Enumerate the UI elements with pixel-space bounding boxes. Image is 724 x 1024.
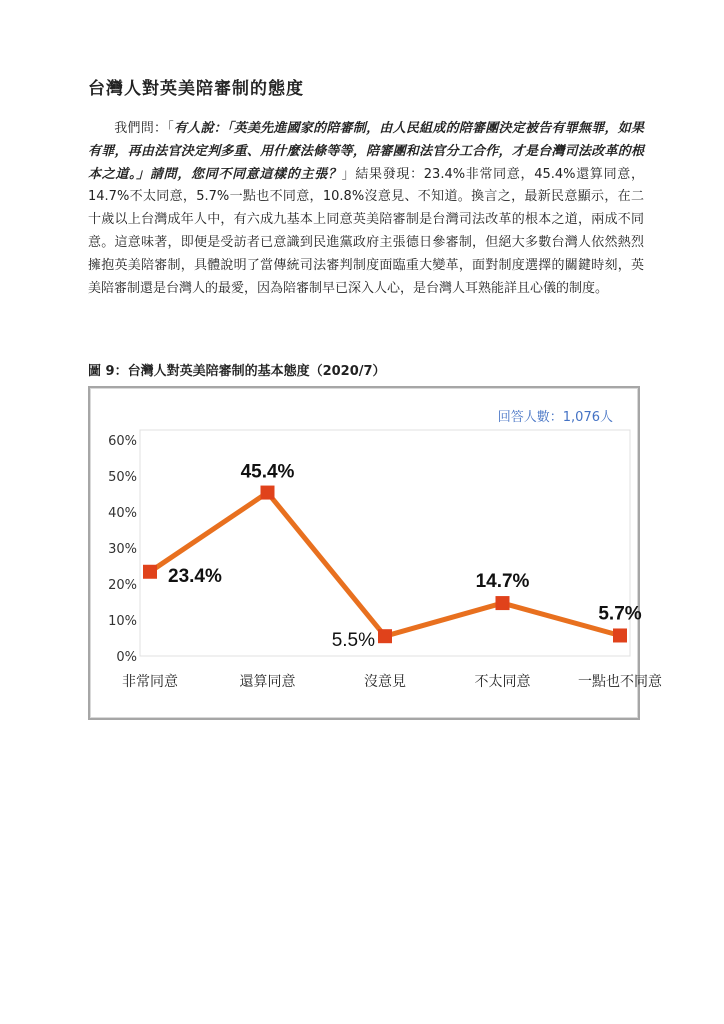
data-value-label: 14.7% bbox=[475, 571, 530, 593]
data-value-label: 5.7% bbox=[598, 603, 642, 625]
line-chart bbox=[90, 388, 662, 718]
data-point-marker bbox=[496, 596, 510, 610]
x-category-label: 還算同意 bbox=[239, 674, 296, 690]
data-value-label: 23.4% bbox=[168, 565, 222, 587]
paragraph-findings: 」結果發現：23.4%非常同意，45.4%還算同意，14.7%不太同意，5.7%一點也不同意，10.8%沒意見、不知道。換言之，最新民意顯示，在二十歲以上台灣成年人中，有六成九基本上同意英美陪審制是台灣司法改革的根本之道，兩成不同意。這意味著，即便是受訪者已意識到民進黨政府主張德日參審制，但絕大多數台灣人依然熱烈擁抱英美陪審制，具體說明了當傳統司法審判制度面臨重大變革，面對制度選擇的關鍵時刻，英美陪審制還是台灣人的最愛，因為陪審制早已深入人心，是台灣人耳熟能詳且心儀的制度。 bbox=[88, 166, 644, 296]
x-category-label: 一點也不同意 bbox=[578, 674, 662, 690]
respondent-count-annotation: 回答人數：1,076人 bbox=[497, 410, 613, 425]
y-tick-label: 20% bbox=[108, 578, 137, 593]
paragraph-lead: 我們問：「 bbox=[114, 121, 174, 136]
data-point-marker bbox=[613, 628, 627, 642]
chart-frame bbox=[88, 386, 662, 720]
y-tick-label: 10% bbox=[108, 614, 137, 629]
y-tick-label: 0% bbox=[116, 650, 137, 665]
survey-question: 有人說：「英美先進國家的陪審制，由人民組成的陪審團決定被告有罪無罪，如果有罪，再由法官決定判多重、用什麼法條等等，陪審團和法官分工合作，才是台灣司法改革的根本之道。」請問，您同不同意這樣的主張？ bbox=[88, 121, 644, 182]
y-tick-label: 40% bbox=[108, 506, 137, 521]
plot-area bbox=[140, 430, 630, 656]
series-line bbox=[150, 493, 620, 637]
body-paragraph bbox=[88, 118, 644, 300]
x-category-label: 沒意見 bbox=[364, 674, 406, 690]
x-category-label: 非常同意 bbox=[122, 674, 178, 690]
data-value-label: 45.4% bbox=[240, 461, 295, 483]
data-value-label: 5.5% bbox=[331, 630, 375, 652]
x-category-label: 不太同意 bbox=[474, 674, 531, 690]
data-point-marker bbox=[143, 565, 157, 579]
y-tick-label: 60% bbox=[108, 434, 137, 449]
y-tick-label: 30% bbox=[108, 542, 137, 557]
data-point-marker bbox=[378, 629, 392, 643]
y-tick-label: 50% bbox=[108, 470, 137, 485]
figure-caption: 圖 9：台灣人對英美陪審制的基本態度（2020/7） bbox=[88, 364, 386, 379]
data-point-marker bbox=[261, 486, 275, 500]
page-title: 台灣人對英美陪審制的態度 bbox=[88, 79, 304, 99]
